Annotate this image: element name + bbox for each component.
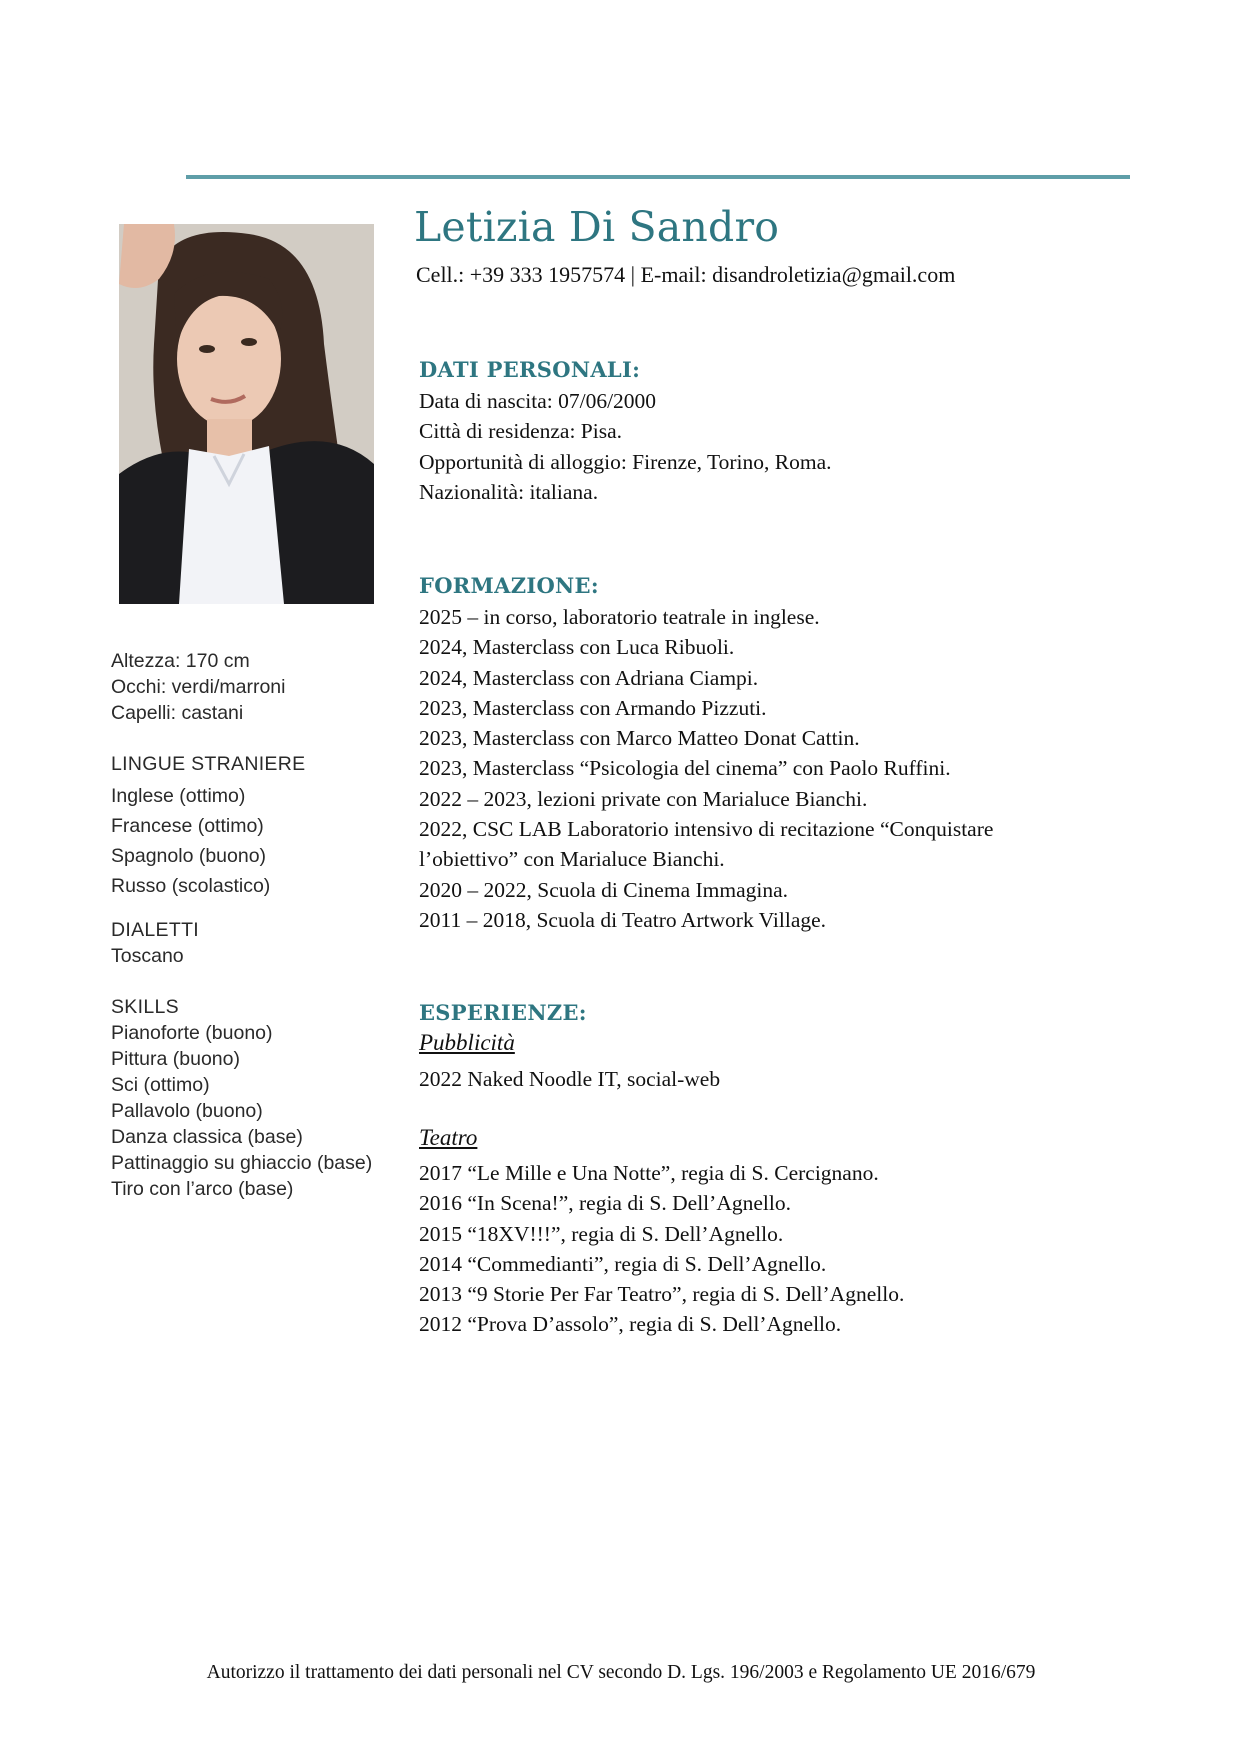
advertising-line: 2022 Naked Noodle IT, social-web [419,1067,721,1091]
hair: Capelli: castani [111,702,244,724]
advertising-subtitle: Pubblicità [419,1030,515,1055]
theatre-line: 2013 “9 Storie Per Far Teatro”, regia di S. Dell’Agnello. [419,1282,905,1307]
education-line: 2022 – 2023, lezioni private con Marialuce Bianchi. [419,786,868,811]
eyes: Occhi: verdi/marroni [111,676,286,698]
skill-item: Sci (ottimo) [111,1074,210,1096]
advertising-list [419,1064,720,1094]
skill-item: Pallavolo (buono) [111,1100,263,1122]
personal-line: Data di nascita: 07/06/2000 [419,389,657,413]
theatre-list [419,1158,904,1340]
skills-title: SKILLS [111,996,179,1018]
education-line: 2024, Masterclass con Adriana Ciampi. [419,665,759,690]
language-item: Spagnolo (buono) [111,845,267,867]
education-line: l’obiettivo” con Marialuce Bianchi. [419,847,725,872]
language-item: Francese (ottimo) [111,815,264,837]
theatre-line: 2015 “18XV!!!”, regia di S. Dell’Agnello. [419,1221,784,1246]
education-line: 2024, Masterclass con Luca Ribuoli. [419,635,735,660]
theatre-subtitle: Teatro [419,1125,478,1150]
contact-line: Cell.: +39 333 1957574 | E-mail: disandroletizia@gmail.com [416,262,956,287]
skill-item: Danza classica (base) [111,1126,303,1148]
dialect-item: Toscano [111,945,184,967]
education-line: 2023, Masterclass “Psicologia del cinema” con Paolo Ruffini. [419,756,951,781]
profile-photo [119,224,374,604]
language-item: Inglese (ottimo) [111,785,246,807]
personal-line: Opportunità di alloggio: Firenze, Torino, Roma. [419,449,832,474]
theatre-line: 2012 “Prova D’assolo”, regia di S. Dell’Agnello. [419,1312,842,1337]
education-line: 2020 – 2022, Scuola di Cinema Immagina. [419,877,789,902]
physical-info [111,648,401,726]
personal-data-title: DATI PERSONALI: [419,357,641,382]
skill-item: Pattinaggio su ghiaccio (base) [111,1152,373,1174]
languages-title: LINGUE STRANIERE [111,753,306,775]
personal-line: Nazionalità: italiana. [419,479,599,504]
skill-item: Pittura (buono) [111,1048,240,1070]
skill-item: Tiro con l’arco (base) [111,1178,294,1200]
skill-item: Pianoforte (buono) [111,1022,273,1044]
theatre-line: 2016 “In Scena!”, regia di S. Dell’Agnello. [419,1191,791,1216]
education-line: 2011 – 2018, Scuola di Teatro Artwork Village. [419,907,827,932]
experience-title: ESPERIENZE: [419,1000,587,1025]
theatre-line: 2017 “Le Mille e Una Notte”, regia di S. Cercignano. [419,1161,879,1185]
education-line: 2025 – in corso, laboratorio teatrale in inglese. [419,605,820,629]
personal-data-list [419,386,832,507]
dialects-title: DIALETTI [111,919,199,941]
education-line: 2022, CSC LAB Laboratorio intensivo di recitazione “Conquistare [419,817,994,842]
candidate-name: Letizia Di Sandro [414,203,780,251]
personal-line: Città di residenza: Pisa. [419,419,623,444]
education-line: 2023, Masterclass con Armando Pizzuti. [419,695,767,720]
skills-section [111,994,401,1202]
privacy-footer: Autorizzo il trattamento dei dati personali nel CV secondo D. Lgs. 196/2003 e Regolamento UE 2016/679 [206,1662,1036,1683]
education-list [419,602,993,935]
languages-section [111,751,401,901]
header-divider [186,175,1130,179]
education-title: FORMAZIONE: [419,573,599,598]
height: Altezza: 170 cm [111,650,250,672]
language-item: Russo (scolastico) [111,875,271,897]
theatre-line: 2014 “Commedianti”, regia di S. Dell’Agnello. [419,1251,827,1276]
dialects-section [111,917,401,969]
education-line: 2023, Masterclass con Marco Matteo Donat Cattin. [419,726,860,751]
